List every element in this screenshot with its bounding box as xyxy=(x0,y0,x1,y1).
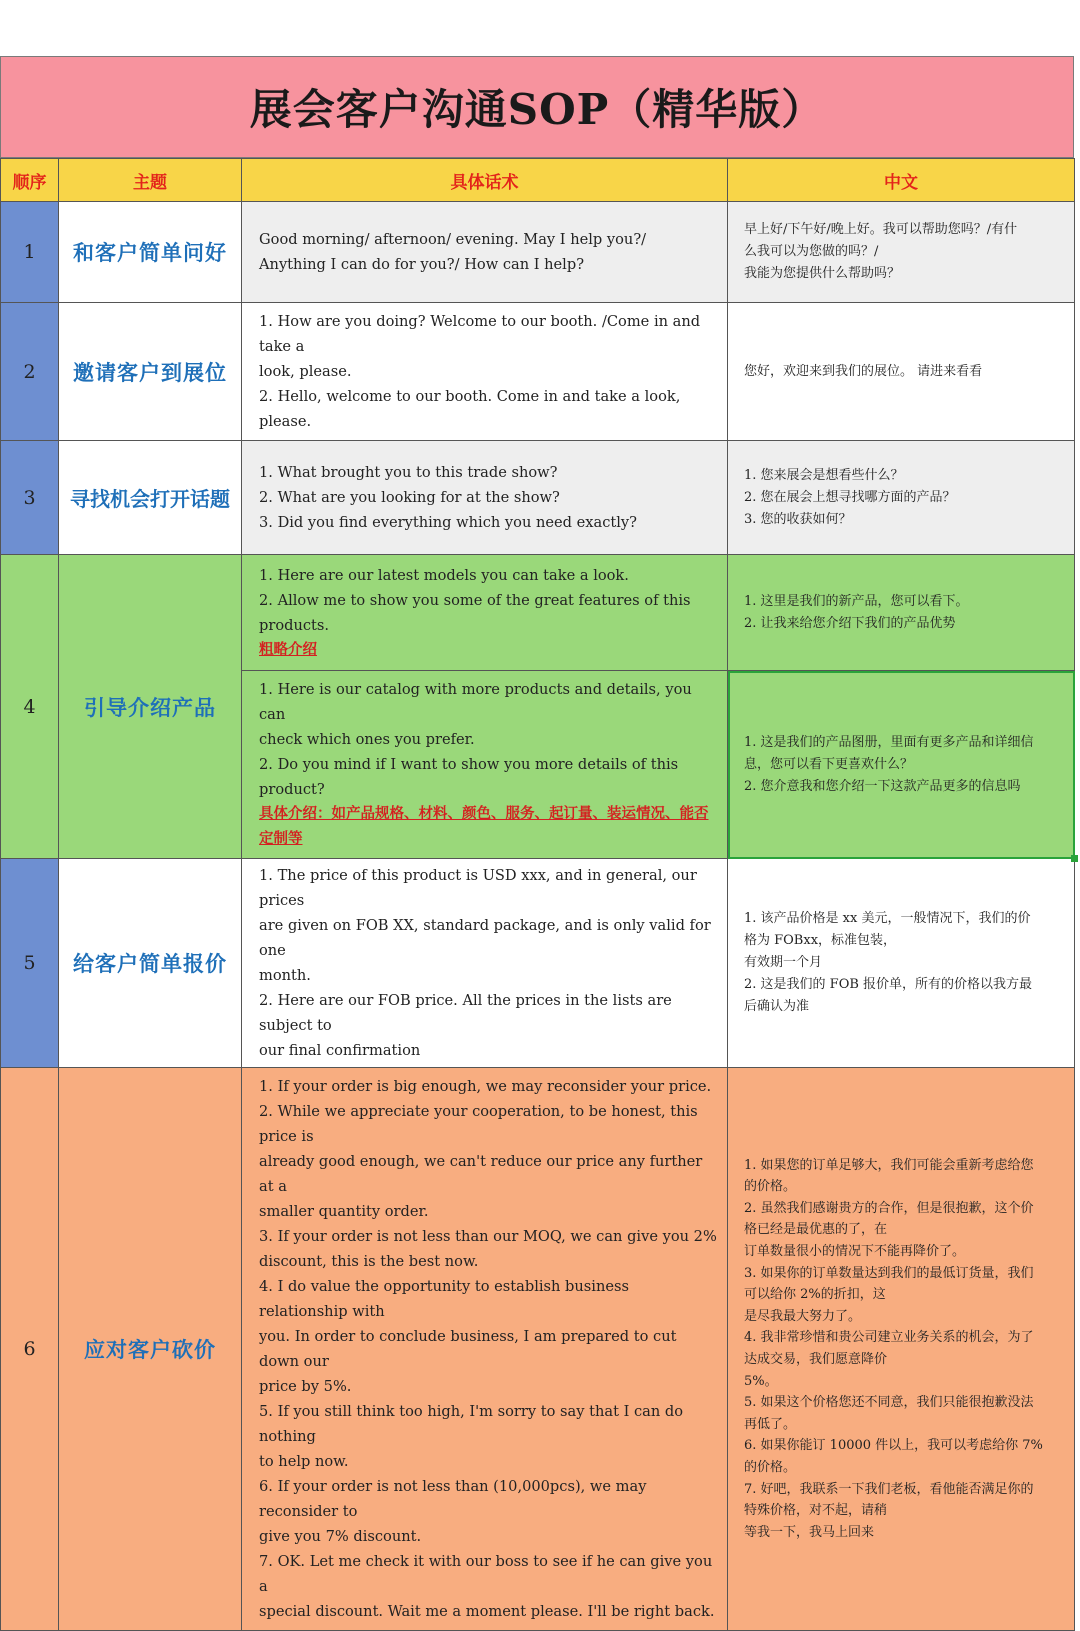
table-row xyxy=(1,859,1075,1068)
row-number[interactable]: 2 xyxy=(1,303,59,441)
script-line: 5. If you still think too high, I'm sorry to say that I can do nothing xyxy=(259,1403,684,1445)
script-line: products. xyxy=(259,616,330,634)
chinese-line: 可以给你 2%的折扣，这 xyxy=(744,1287,886,1303)
chinese-line: 的价格。 xyxy=(744,1179,797,1195)
script-line: 1. The price of this product is USD xxx, and in general, our prices xyxy=(259,867,697,909)
table-row xyxy=(1,202,1075,303)
chinese-line: 的价格。 xyxy=(744,1459,797,1475)
script-line: 2. What are you looking for at the show? xyxy=(259,489,560,506)
chinese-line: 早上好/下午好/晚上好。我可以帮助您吗？/有什 xyxy=(744,222,1018,237)
row-topic[interactable]: 邀请客户到展位 xyxy=(59,303,242,441)
script-line: 6. If your order is not less than (10,000pcs), we may reconsider to xyxy=(259,1478,647,1520)
chinese-line: 1. 该产品价格是 xx 美元，一般情况下，我们的价 xyxy=(744,911,1031,926)
script-line: 2. Do you mind if I want to show you more details of this product? xyxy=(259,756,679,798)
table-row xyxy=(1,441,1075,555)
chinese-line: 2. 虽然我们感谢贵方的合作，但是很抱歉，这个价 xyxy=(744,1200,1034,1216)
script-line: Anything I can do for you?/ How can I help? xyxy=(259,256,585,273)
script-line: smaller quantity order. xyxy=(259,1203,429,1220)
script-line: our final confirmation xyxy=(259,1042,421,1059)
english-script-cell[interactable] xyxy=(242,671,728,859)
script-line: look, please. xyxy=(259,363,352,380)
chinese-line: 订单数量很小的情况下不能再降价了。 xyxy=(744,1244,966,1260)
chinese-line: 是尽我最大努力了。 xyxy=(744,1308,862,1324)
script-line: 2. Allow me to show you some of the great features of this xyxy=(259,591,691,609)
chinese-line: 么我可以为您做的吗？/ xyxy=(744,244,879,259)
header-chinese[interactable]: 中文 xyxy=(728,159,1075,202)
script-line: give you 7% discount. xyxy=(259,1528,422,1545)
chinese-cell[interactable] xyxy=(728,303,1075,441)
chinese-line: 达成交易，我们愿意降价 xyxy=(744,1352,888,1367)
chinese-line: 2. 这是我们的 FOB 报价单，所有的价格以我方最 xyxy=(744,977,1033,992)
row-topic[interactable]: 给客户简单报价 xyxy=(59,859,242,1068)
script-line: 3. If your order is not less than our MOQ, we can give you 2% xyxy=(259,1228,717,1245)
script-line: to help now. xyxy=(259,1453,349,1470)
script-line: 1. If your order is big enough, we may reconsider your price. xyxy=(259,1078,712,1095)
chinese-line: 2. 您在展会上想寻找哪方面的产品？ xyxy=(744,489,956,505)
chinese-line: 1. 这里是我们的新产品，您可以看下。 xyxy=(744,593,969,609)
chinese-line: 3. 如果你的订单数量达到我们的最低订货量，我们 xyxy=(744,1265,1034,1281)
script-line: price by 5%. xyxy=(259,1378,352,1395)
header-row xyxy=(1,159,1075,202)
row-number[interactable]: 1 xyxy=(1,202,59,303)
intro-note-detailed: 具体介绍：如产品规格、材料、颜色、服务、起订量、装运情况、能否定制等 xyxy=(259,806,709,847)
chinese-cell[interactable] xyxy=(728,859,1075,1068)
row-topic[interactable]: 应对客户砍价 xyxy=(59,1068,242,1631)
chinese-line: 息，您可以看下更喜欢什么？ xyxy=(744,756,914,772)
row-topic[interactable]: 寻找机会打开话题 xyxy=(59,441,242,555)
table-row xyxy=(1,303,1075,441)
script-line: discount, this is the best now. xyxy=(259,1253,479,1270)
header-script[interactable]: 具体话术 xyxy=(242,159,728,202)
english-script-cell[interactable] xyxy=(242,441,728,555)
row-number[interactable]: 5 xyxy=(1,859,59,1068)
script-line: 1. Here are our latest models you can take a look. xyxy=(259,566,629,584)
chinese-line: 后确认为准 xyxy=(744,999,810,1014)
intro-note-brief: 粗略介绍 xyxy=(259,641,317,658)
script-line: check which ones you prefer. xyxy=(259,731,475,748)
row-number[interactable]: 3 xyxy=(1,441,59,555)
script-line: you. In order to conclude business, I am prepared to cut down our xyxy=(259,1328,677,1370)
chinese-line: 我能为您提供什么帮助吗？ xyxy=(744,266,901,281)
chinese-cell[interactable] xyxy=(728,555,1075,671)
script-line: 1. What brought you to this trade show? xyxy=(259,464,558,481)
english-script-cell[interactable] xyxy=(242,202,728,303)
english-script-cell[interactable] xyxy=(242,1068,728,1631)
chinese-line: 有效期一个月 xyxy=(744,955,823,970)
header-order[interactable]: 顺序 xyxy=(1,159,59,202)
script-line: already good enough, we can't reduce our price any further at a xyxy=(259,1153,703,1195)
chinese-line: 1. 这是我们的产品图册，里面有更多产品和详细信 xyxy=(744,734,1034,750)
script-line: 2. Here are our FOB price. All the prices in the lists are subject to xyxy=(259,992,672,1034)
selected-chinese-cell[interactable] xyxy=(728,671,1075,859)
chinese-line: 格为 FOBxx，标准包装， xyxy=(744,933,897,948)
header-topic[interactable]: 主题 xyxy=(59,159,242,202)
chinese-line: 2. 您介意我和您介绍一下这款产品更多的信息吗 xyxy=(744,778,1021,794)
chinese-line: 1. 您来展会是想看些什么？ xyxy=(744,467,904,483)
script-line: special discount. Wait me a moment please. I'll be right back. xyxy=(259,1603,715,1620)
chinese-line: 格已经是最优惠的了，在 xyxy=(744,1222,888,1238)
script-line: 7. OK. Let me check it with our boss to see if he can give you a xyxy=(259,1553,713,1595)
row-topic[interactable]: 引导介绍产品 xyxy=(59,555,242,859)
chinese-line: 5%。 xyxy=(744,1373,778,1389)
chinese-line: 特殊价格，对不起，请稍 xyxy=(744,1503,888,1519)
script-line: 2. Hello, welcome to our booth. Come in and take a look, please. xyxy=(259,388,681,430)
page-title: 展会客户沟通SOP（精华版） xyxy=(249,85,825,134)
sop-table xyxy=(0,158,1075,1631)
chinese-line: 4. 我非常珍惜和贵公司建立业务关系的机会，为了 xyxy=(744,1330,1034,1346)
english-script-cell[interactable] xyxy=(242,859,728,1068)
english-script-cell[interactable] xyxy=(242,555,728,671)
chinese-cell[interactable] xyxy=(728,1068,1075,1631)
chinese-line: 6. 如果你能订 10000 件以上，我可以考虑给你 7% xyxy=(744,1438,1043,1454)
script-line: 1. Here is our catalog with more products and details, you can xyxy=(259,681,692,723)
chinese-line: 等我一下，我马上回来 xyxy=(744,1524,875,1540)
chinese-line: 7. 好吧，我联系一下我们老板，看他能否满足你的 xyxy=(744,1481,1034,1497)
chinese-line: 5. 如果这个价格您还不同意，我们只能很抱歉没法 xyxy=(744,1395,1034,1411)
english-script-cell[interactable] xyxy=(242,303,728,441)
chinese-line: 您好，欢迎来到我们的展位。 请进来看看 xyxy=(744,363,983,379)
sop-sheet xyxy=(0,56,1074,1631)
title-bar xyxy=(0,56,1074,158)
chinese-line: 再低了。 xyxy=(744,1416,797,1432)
script-line: month. xyxy=(259,967,311,984)
script-line: Good morning/ afternoon/ evening. May I help you?/ xyxy=(259,231,647,248)
chinese-cell[interactable] xyxy=(728,202,1075,303)
table-row xyxy=(1,555,1075,671)
fill-handle[interactable] xyxy=(1071,855,1078,862)
row-number[interactable]: 6 xyxy=(1,1068,59,1631)
script-line: 4. I do value the opportunity to establish business relationship with xyxy=(259,1278,629,1320)
chinese-line: 2. 让我来给您介绍下我们的产品优势 xyxy=(744,615,956,631)
script-line: are given on FOB XX, standard package, and is only valid for one xyxy=(259,917,711,959)
chinese-line: 3. 您的收获如何？ xyxy=(744,511,852,527)
chinese-line: 1. 如果您的订单足够大，我们可能会重新考虑给您 xyxy=(744,1157,1034,1173)
script-line: 3. Did you find everything which you need exactly? xyxy=(259,514,637,531)
table-row xyxy=(1,1068,1075,1631)
chinese-cell[interactable] xyxy=(728,441,1075,555)
script-line: 1. How are you doing? Welcome to our booth. /Come in and take a xyxy=(259,313,701,355)
row-number[interactable]: 4 xyxy=(1,555,59,859)
script-line: 2. While we appreciate your cooperation, to be honest, this price is xyxy=(259,1103,698,1145)
row-topic[interactable]: 和客户简单问好 xyxy=(59,202,242,303)
